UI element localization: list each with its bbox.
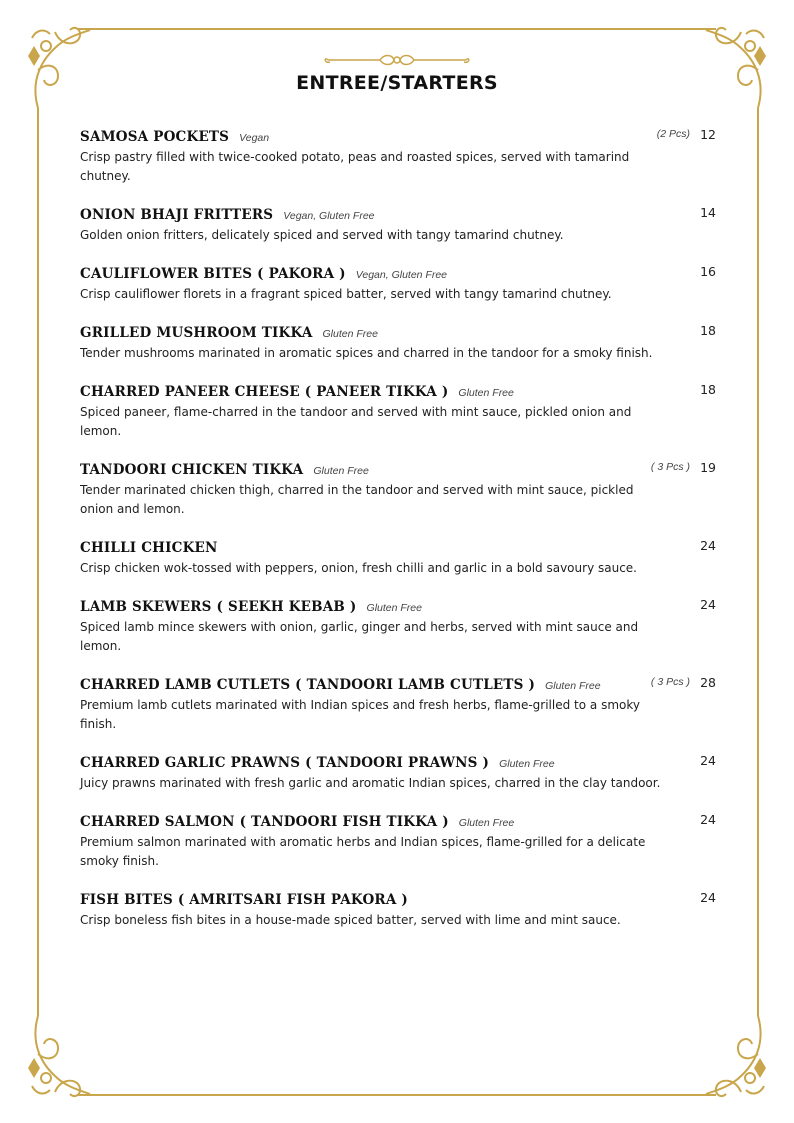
menu-item bbox=[80, 674, 716, 734]
item-price: 14 bbox=[700, 205, 716, 220]
item-price: 18 bbox=[700, 323, 716, 338]
item-description: Tender mushrooms marinated in aromatic spices and charred in the tandoor for a smoky finish. bbox=[80, 346, 653, 360]
item-name: LAMB SKEWERS ( SEEKH KEBAB ) bbox=[80, 599, 357, 615]
item-price: 18 bbox=[700, 382, 716, 397]
page-title: ENTREE/STARTERS bbox=[296, 72, 498, 94]
item-description: Premium lamb cutlets marinated with Indian spices and fresh herbs, flame-grilled to a smoky finish. bbox=[80, 698, 640, 731]
menu-item bbox=[80, 811, 716, 871]
item-name: CHARRED SALMON ( TANDOORI FISH TIKKA ) bbox=[80, 814, 449, 830]
item-price: 16 bbox=[700, 264, 716, 279]
dietary-tags: Vegan, Gluten Free bbox=[355, 269, 448, 281]
menu-item bbox=[80, 126, 716, 186]
menu-item bbox=[80, 263, 716, 304]
dietary-tags: Gluten Free bbox=[366, 602, 422, 614]
menu-item bbox=[80, 889, 716, 930]
dietary-tags: Vegan bbox=[239, 132, 270, 144]
piece-count: ( 3 Pcs ) bbox=[650, 676, 690, 688]
menu-item bbox=[80, 752, 716, 793]
item-name: CAULIFLOWER BITES ( PAKORA ) bbox=[80, 266, 346, 282]
item-description: Crisp chicken wok-tossed with peppers, onion, fresh chilli and garlic in a bold savoury sauce. bbox=[80, 561, 637, 575]
menu-item bbox=[80, 204, 716, 245]
item-price: 24 bbox=[700, 538, 716, 553]
menu-item bbox=[80, 537, 716, 578]
menu-item bbox=[80, 322, 716, 363]
item-description: Spiced paneer, flame-charred in the tandoor and served with mint sauce, pickled onion and lemon. bbox=[80, 405, 632, 438]
piece-count: ( 3 Pcs ) bbox=[650, 461, 690, 473]
menu-item bbox=[80, 459, 716, 519]
item-description: Crisp boneless fish bites in a house-made spiced batter, served with lime and mint sauce. bbox=[80, 913, 621, 927]
item-price: 19 bbox=[700, 460, 716, 475]
dietary-tags: Gluten Free bbox=[458, 387, 514, 399]
menu-item bbox=[80, 381, 716, 441]
dietary-tags: Gluten Free bbox=[313, 465, 369, 477]
item-description: Crisp pastry filled with twice-cooked potato, peas and roasted spices, served with tamarind chutney. bbox=[80, 150, 630, 183]
dietary-tags: Gluten Free bbox=[458, 817, 515, 829]
menu-item bbox=[80, 596, 716, 656]
item-price: 24 bbox=[700, 753, 716, 768]
item-description: Golden onion fritters, delicately spiced and served with tangy tamarind chutney. bbox=[80, 228, 564, 242]
header bbox=[0, 52, 794, 94]
item-name: CHARRED GARLIC PRAWNS ( TANDOORI PRAWNS ) bbox=[80, 755, 490, 771]
piece-count: (2 Pcs) bbox=[656, 128, 690, 140]
item-name: CHILLI CHICKEN bbox=[80, 540, 218, 556]
dietary-tags: Gluten Free bbox=[499, 758, 555, 770]
item-name: TANDOORI CHICKEN TIKKA bbox=[80, 462, 304, 478]
item-price: 12 bbox=[700, 127, 716, 142]
item-description: Premium salmon marinated with aromatic herbs and Indian spices, flame-grilled for a delicate smoky finish. bbox=[80, 835, 646, 868]
item-price: 24 bbox=[700, 597, 716, 612]
menu-list bbox=[80, 126, 716, 948]
item-name: FISH BITES ( AMRITSARI FISH PAKORA ) bbox=[80, 892, 409, 908]
item-name: SAMOSA POCKETS bbox=[80, 129, 230, 145]
dietary-tags: Vegan, Gluten Free bbox=[283, 210, 375, 222]
item-name: ONION BHAJI FRITTERS bbox=[80, 207, 274, 223]
item-description: Tender marinated chicken thigh, charred in the tandoor and served with mint sauce, pickled onion and lemon. bbox=[80, 483, 634, 516]
item-price: 24 bbox=[700, 890, 716, 905]
item-name: GRILLED MUSHROOM TIKKA bbox=[80, 325, 313, 341]
item-name: CHARRED PANEER CHEESE ( PANEER TIKKA ) bbox=[80, 384, 449, 400]
item-description: Spiced lamb mince skewers with onion, garlic, ginger and herbs, served with mint sauce and lemon. bbox=[80, 620, 639, 653]
item-description: Juicy prawns marinated with fresh garlic and aromatic Indian spices, charred in the clay tandoor. bbox=[80, 776, 661, 790]
item-price: 24 bbox=[700, 812, 716, 827]
dietary-tags: Gluten Free bbox=[545, 680, 601, 692]
title-flourish-icon bbox=[322, 52, 472, 68]
item-description: Crisp cauliflower florets in a fragrant spiced batter, served with tangy tamarind chutney. bbox=[80, 287, 612, 301]
dietary-tags: Gluten Free bbox=[322, 328, 378, 340]
item-name: CHARRED LAMB CUTLETS ( TANDOORI LAMB CUTLETS ) bbox=[80, 677, 536, 693]
item-price: 28 bbox=[700, 675, 716, 690]
